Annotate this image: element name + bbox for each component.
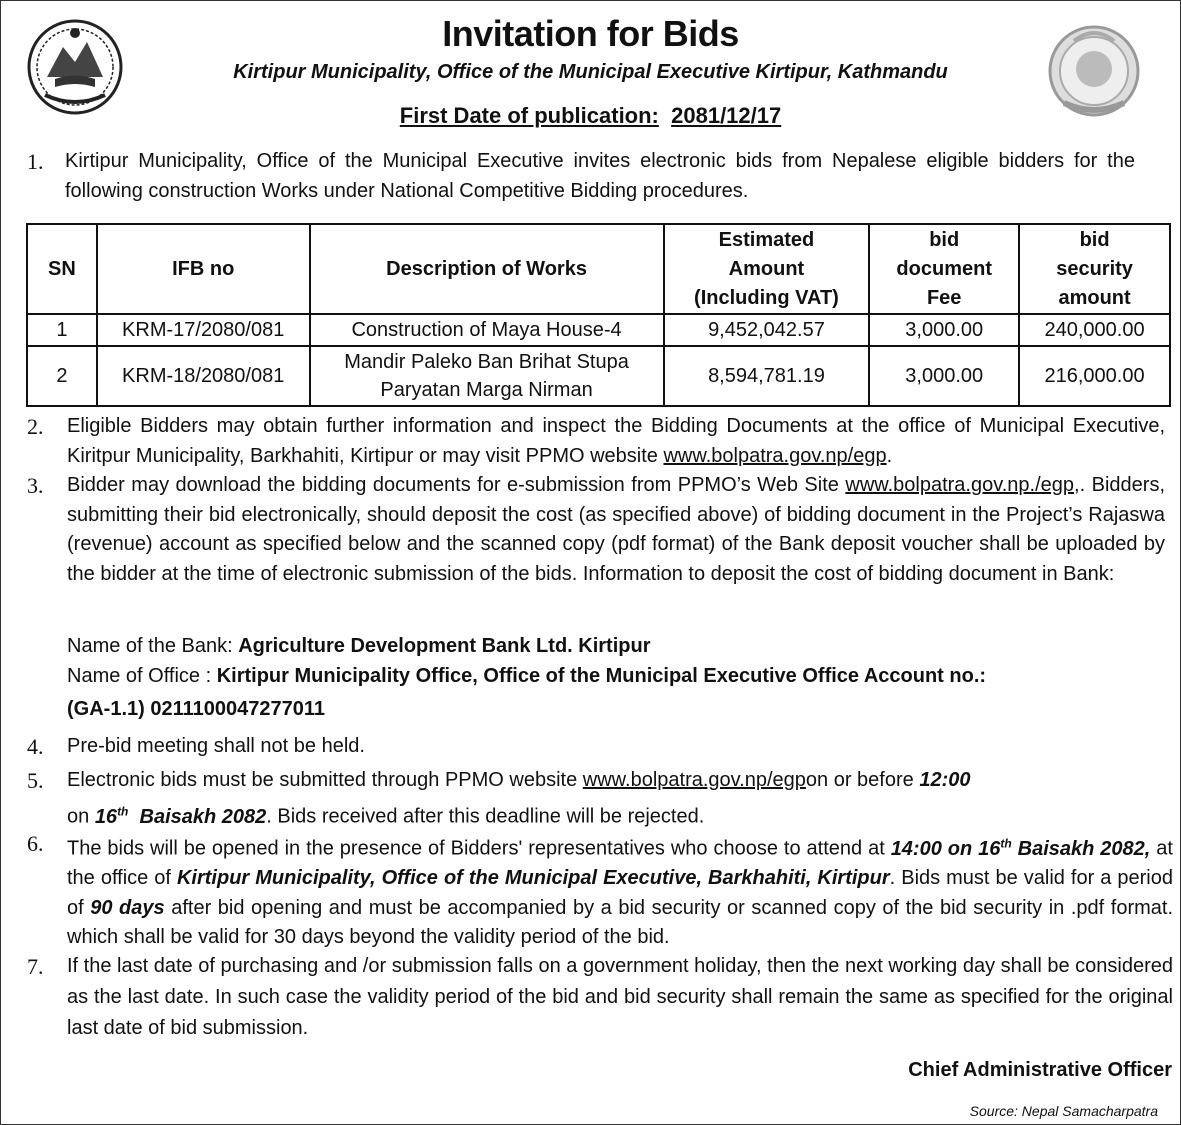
item-number: 2.	[27, 414, 44, 439]
deadline-day-suffix: th	[117, 804, 129, 818]
opening-time: 14:00 on 16	[890, 837, 1001, 860]
paragraph-5	[27, 765, 1165, 833]
item-number: 3.	[27, 473, 44, 498]
item-number: 6.	[27, 831, 44, 856]
opening-office: Kirtipur Municipality, Office of the Municipal Executive, Barkhahiti, Kirtipur	[176, 867, 890, 890]
paragraph-5-on: on	[67, 805, 90, 828]
item-number: 7.	[27, 954, 44, 979]
office-name-value: Kirtipur Municipality Office, Office of the Municipal Executive Office Account no.:	[216, 665, 987, 687]
col-header-security-line3: amount	[1058, 286, 1131, 309]
item-number: 1.	[27, 149, 44, 174]
signatory: Chief Administrative Officer	[908, 1059, 1172, 1081]
office-name-line	[67, 665, 986, 688]
bank-name-value: Agriculture Development Bank Ltd. Kirtipur	[238, 635, 651, 657]
col-header-description: Description of Works	[310, 224, 664, 314]
paragraph-7-text: If the last date of purchasing and /or submission falls on a government holiday, then the next working day shall be considered as the last date. In such case the validity period of the bid and bid security shall remain the same as specified for the original last date of bid submission.	[67, 955, 1173, 1039]
paragraph-6	[27, 829, 1174, 953]
cell-ifb: KRM-17/2080/081	[97, 314, 310, 346]
account-number-line	[67, 698, 325, 721]
paragraph-5-text-c: . Bids received after this deadline will be rejected.	[266, 805, 705, 828]
col-header-amount-line3: (Including VAT)	[694, 286, 839, 309]
paragraph-2	[27, 412, 1165, 471]
opening-day-suffix: th	[1000, 836, 1012, 850]
paragraph-5-text-a: Electronic bids must be submitted through PPMO website	[67, 769, 578, 791]
bank-name-line	[67, 635, 650, 658]
cell-sn: 2	[27, 346, 97, 406]
page-title: Invitation for Bids	[442, 13, 739, 54]
bids-table	[26, 223, 1171, 407]
intro-text: Kirtipur Municipality, Office of the Municipal Executive invites electronic bids from Nepalese eligible bidders for the following construction Works under National Competitive Bidding procedures.	[65, 150, 1135, 202]
paragraph-6-text-b: at the office of	[67, 837, 1173, 890]
table-row	[27, 346, 1170, 406]
account-number: (GA-1.1) 0211100047277011	[67, 698, 325, 720]
cell-sn: 1	[27, 314, 97, 346]
col-header-security-line2: security	[1056, 257, 1133, 280]
paragraph-4-text: Pre-bid meeting shall not be held.	[67, 735, 365, 757]
paragraph-6-text-a: The bids will be opened in the presence of Bidders' representatives who choose to attend at	[67, 837, 885, 860]
office-name-label: Name of Office :	[67, 665, 212, 687]
cell-fee: 3,000.00	[869, 346, 1019, 406]
paragraph-6-text-c: . Bids must be valid for a period of	[67, 867, 1174, 919]
ppmo-website-link[interactable]: www.bolpatra.gov.np/egp	[663, 444, 887, 467]
paragraph-5-text-b: on or before	[805, 769, 914, 791]
col-header-amount	[664, 224, 870, 314]
deadline-day: 16	[94, 805, 118, 828]
paragraph-6-text-d: after bid opening and must be accompanied by a bid security or scanned copy of the bid security in .pdf format. which shall be valid for 30 days beyond the validity period of the bid.	[67, 896, 1173, 949]
cell-fee: 3,000.00	[869, 314, 1019, 346]
col-header-fee-line1: bid	[929, 228, 960, 251]
opening-date: Baisakh 2082,	[1017, 837, 1151, 860]
col-header-amount-line1: Estimated	[718, 228, 815, 251]
cell-description	[310, 314, 664, 346]
item-number: 4.	[27, 734, 44, 759]
paragraph-3	[27, 471, 1165, 589]
col-header-sn: SN	[27, 224, 97, 314]
cell-description-line2: Paryatan Marga Nirman	[380, 379, 593, 401]
deadline-month: Baisakh 2082	[139, 805, 267, 828]
col-header-ifb: IFB no	[97, 224, 310, 314]
intro-paragraph	[27, 147, 1135, 206]
publication-date-label: First Date of publication:	[399, 103, 659, 128]
ppmo-submission-link[interactable]: www.bolpatra.gov.np/egp	[582, 769, 806, 791]
col-header-security-line1: bid	[1079, 228, 1110, 251]
table-row	[27, 314, 1170, 346]
col-header-fee-line2: document	[896, 257, 992, 280]
col-header-fee	[869, 224, 1019, 314]
paragraph-3-text-a: Bidder may download the bidding documents for e-submission from PPMO’s Web Site	[67, 474, 839, 496]
paragraph-2-end: .	[886, 444, 893, 467]
validity-days: 90 days	[90, 896, 165, 919]
col-header-amount-line2: Amount	[728, 257, 805, 280]
paragraph-4	[27, 732, 1165, 762]
paragraph-7	[27, 951, 1173, 1044]
cell-amount: 9,452,042.57	[664, 314, 870, 346]
cell-security: 216,000.00	[1019, 346, 1170, 406]
publication-date-value: 2081/12/17	[671, 103, 782, 128]
deadline-time: 12:00	[919, 769, 971, 791]
paragraph-2-text: Eligible Bidders may obtain further information and inspect the Bidding Documents at the office of Municipal Executive, Kiritpur Municipality, Barkhahiti, Kirtipur or may visit PPMO website	[67, 415, 1165, 467]
ppmo-download-link[interactable]: www.bolpatra.gov.np./egp	[845, 474, 1075, 496]
cell-description-line1: Construction of Maya House-4	[351, 319, 622, 341]
cell-description-line1: Mandir Paleko Ban Brihat Stupa	[344, 351, 629, 373]
item-number: 5.	[27, 768, 44, 793]
cell-amount: 8,594,781.19	[664, 346, 870, 406]
cell-ifb: KRM-18/2080/081	[97, 346, 310, 406]
issuer-subtitle: Kirtipur Municipality, Office of the Municipal Executive Kirtipur, Kathmandu	[233, 61, 948, 83]
source-credit: Source: Nepal Samacharpatra	[969, 1103, 1158, 1119]
publication-date	[1, 103, 1180, 129]
cell-security: 240,000.00	[1019, 314, 1170, 346]
col-header-fee-line3: Fee	[926, 286, 962, 309]
table-header-row	[27, 224, 1170, 314]
cell-description	[310, 346, 664, 406]
col-header-security	[1019, 224, 1170, 314]
paragraph-3-text-b: ,. Bidders, submitting their bid electronically, should deposit the cost (as specified above) of bidding document in the Project’s Rajaswa (revenue) account as specified below and the scanned copy (pdf format) of the Bank deposit voucher shall be uploaded by the bidder at the time of electronic submission of the bids. Information to deposit the cost of bidding document in Bank:	[67, 474, 1165, 585]
bank-name-label: Name of the Bank:	[67, 635, 233, 657]
